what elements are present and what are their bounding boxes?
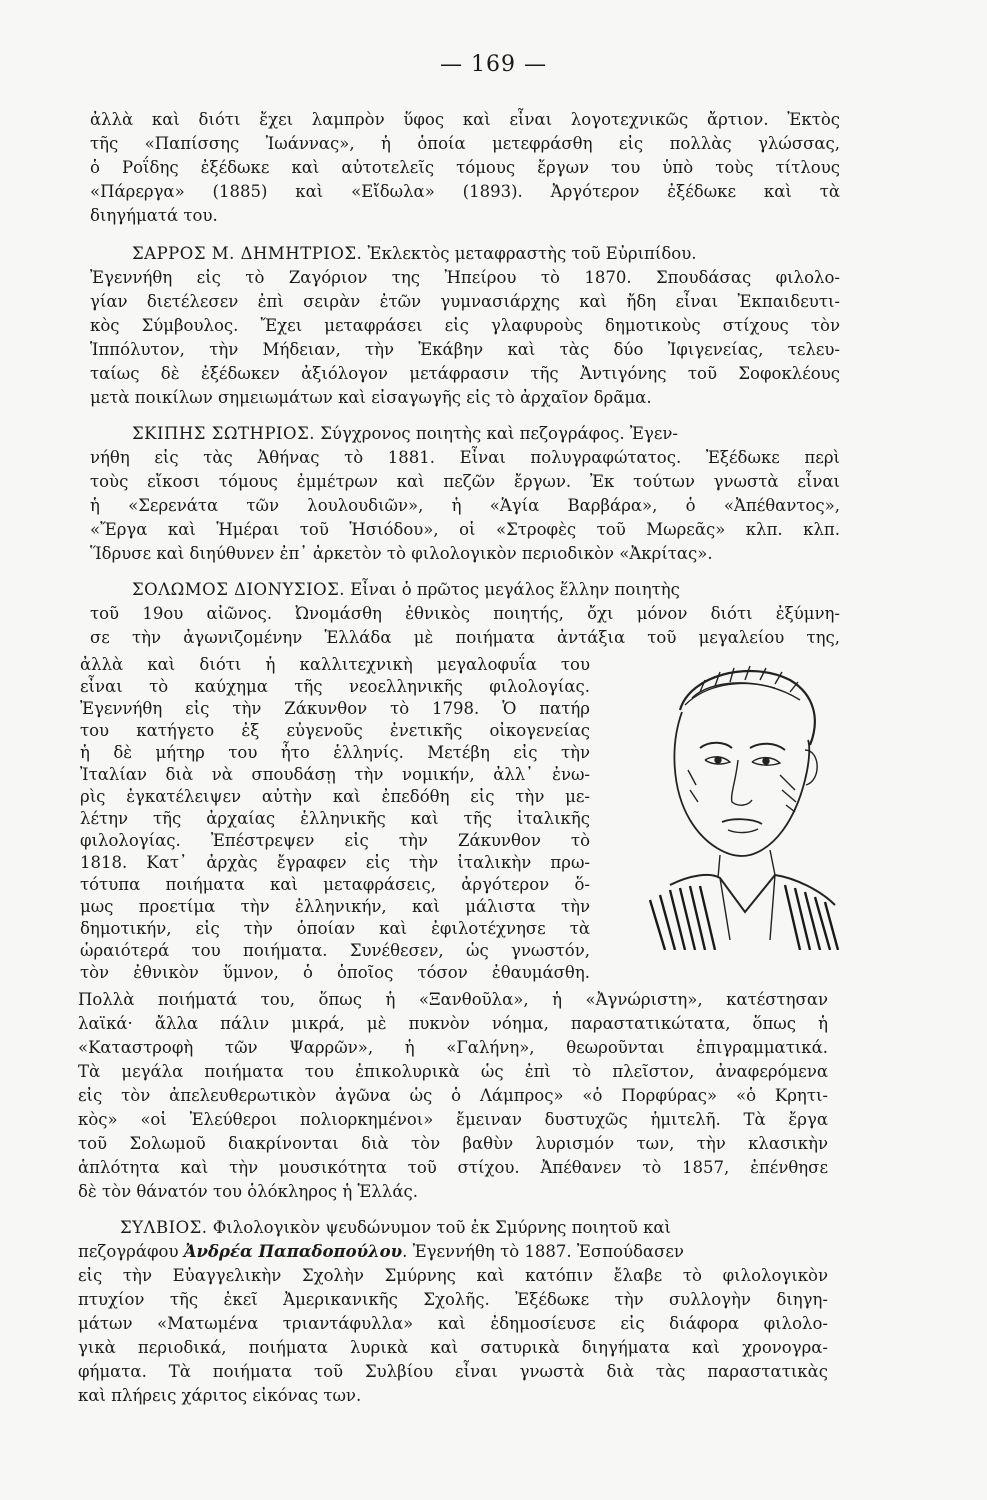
text-line: δὲ τὸν θάνατόν του ὁλόκληρος ἡ Ἑλλάς. [78,1182,418,1201]
entry-heading: ΣΑΡΡΟΣ Μ. ΔΗΜΗΤΡΙΟΣ. [132,244,363,263]
text-line: δημοτικήν, εἰς τὴν ὁποίαν καὶ ἐφιλοτέχνησε τὰ [80,919,590,938]
text-line: τοῦ 19ου αἰῶνος. Ὠνομάσθη ἐθνικὸς ποιητής, ὄχι μόνον διότι ἐξύμνη- [90,604,840,623]
text-line: του κατήγετο ἐξ εὐγενοῦς ἐνετικῆς οἰκογενείας [80,721,590,740]
text-line: φιλολογίας. Ἐπέστρεψεν εἰς τὴν Ζάκυνθον τὸ [80,831,590,850]
text-line: γικὰ περιοδικά, ποιήματα λυρικὰ καὶ σατυρικὰ διηγήματα καὶ χρονογρα- [78,1338,828,1357]
text-line: τὸν ἐθνικὸν ὕμνον, ὁ ὁποῖος τόσον ἐθαυμάσθη. [80,963,590,982]
text-line: Ἱππόλυτον, τὴν Μήδειαν, τὴν Ἑκάβην καὶ τὰς δύο Ἰφιγενείας, τελευ- [90,340,840,359]
text-line: τῆς «Παπίσσης Ἰωάννας», ἡ ὁποία μετεφράσθη εἰς πολλὰς γλώσσας, [90,134,840,153]
text-line: κὸς» «οἱ Ἐλεύθεροι πολιορκημένοι» ἔμειναν δυστυχῶς ἡμιτελῆ. Τὰ ἔργα [78,1110,828,1129]
text-line: ταίως δὲ ἐξέδωκεν ἀξιόλογον μετάφρασιν τῆς Ἀντιγόνης τοῦ Σοφοκλέους [90,364,840,383]
text-line: ὁ Ροΐδης ἐξέδωκε καὶ αὐτοτελεῖς τόμους ἔργων του ὑπὸ τοὺς τίτλους [90,158,840,177]
text-line: ἡ δὲ μήτηρ του ἦτο ἑλληνίς. Μετέβη εἰς τὴν [80,743,590,762]
text-line: μως προετίμα τὴν ἑλληνικήν, καὶ μάλιστα τὴν [80,897,590,916]
text-line: «Ἔργα καὶ Ἡμέραι τοῦ Ἡσιόδου», οἱ «Στροφὲς τοῦ Μωρεᾶς» κλπ. κλπ. [90,520,840,539]
text-line: ἀλλὰ καὶ διότι ἔχει λαμπρὸν ὕφος καὶ εἶναι λογοτεχνικῶς ἄρτιον. Ἐκτὸς [90,110,840,129]
text-line: Ἵδρυσε καὶ διηύθυνεν ἐπ᾽ ἀρκετὸν τὸ φιλολογικὸν περιοδικὸν «Ἀκρίτας». [90,544,713,563]
text-segment: . Ἐγεννήθη τὸ 1887. Ἐσπούδασεν [402,1242,684,1261]
text-line: σε τὴν ἀγωνιζομένην Ἑλλάδα μὲ ποιήματα ἀντάξια τοῦ μεγαλείου της, [90,628,840,647]
text-line: Ἐγεννήθη εἰς τὸ Ζαγόριον της Ἠπείρου τὸ 1870. Σπουδάσας φιλολο- [90,268,840,287]
text-line: εἶναι τὸ καύχημα τῆς νεοελληνικῆς φιλολογίας. [80,677,590,696]
text-line: Πολλὰ ποιήματά του, ὅπως ἡ «Ξανθοῦλα», ἡ «Ἀγνώριστη», κατέστησαν [78,990,828,1009]
text-line: μάτων «Ματωμένα τριαντάφυλλα» καὶ ἐδημοσίευσε εἰς διάφορα φιλολο- [78,1314,828,1333]
entry-heading-text: Εἶναι ὁ πρῶτος μεγάλος ἕλλην ποιητὴς [345,580,680,599]
text-line: γίαν διετέλεσεν ἐπὶ σειρὰν ἐτῶν γυμνασιάρχης καὶ ἤδη εἶναι Ἐκπαιδευτι- [90,292,840,311]
entry-heading-text: Φιλολογικὸν ψευδώνυμον τοῦ ἐκ Σμύρνης ποιητοῦ καὶ [207,1218,672,1237]
text-line: νήθη εἰς τὰς Ἀθήνας τὸ 1881. Εἶναι πολυγραφώτατος. Ἐξέδωκε περὶ [90,448,840,467]
text-segment: πεζογράφου [78,1242,184,1261]
text-line: καὶ πλήρεις χάριτος εἰκόνας των. [78,1386,362,1405]
text-line: τοῦ Σολωμοῦ διακρίνονται διὰ τὸν βαθὺν λυρισμόν των, τὴν κλασικὴν [78,1134,828,1153]
text-line: διηγήματά του. [90,206,218,225]
text-line: ἀλλὰ καὶ διότι ἡ καλλιτεχνικὴ μεγαλοφυΐα του [80,655,590,674]
entry-first-line [120,1218,671,1238]
text-line: λέτην τῆς ἀρχαίας ἑλληνικῆς καὶ τῆς ἰταλικῆς [80,809,590,828]
entry-heading: ΣΥΛΒΙΟΣ. [120,1218,208,1237]
text-line: τοὺς εἴκοσι τόμους ἐμμέτρων καὶ πεζῶν ἔργων. Ἐκ τούτων γνωστὰ εἶναι [90,472,840,491]
text-line: λαϊκά· ἄλλα πάλιν μικρά, μὲ πυκνὸν νόημα, παραστατικώτατα, ὅπως ἡ [78,1014,828,1033]
text-line: μετὰ ποικίλων σημειωμάτων καὶ εἰσαγωγῆς εἰς τὸ ἀρχαῖον δρᾶμα. [90,388,652,407]
entry-heading: ΣΚΙΠΗΣ ΣΩΤΗΡΙΟΣ. [132,424,315,443]
entry-first-line [132,244,697,264]
entry-heading-text: Σύγχρονος ποιητὴς καὶ πεζογράφος. Ἐγεν- [315,424,678,443]
text-line: 1818. Κατ᾽ ἀρχὰς ἔγραφεν εἰς τὴν ἰταλικὴν πρω- [80,853,590,872]
text-line [78,1242,684,1262]
text-line: εἰς τὸν ἀπελευθερωτικὸν ἀγῶνα ὡς ὁ Λάμπρος» «ὁ Πορφύρας» «ὁ Κρητι- [78,1086,828,1105]
text-line: κὸς Σύμβουλος. Ἔχει μεταφράσει εἰς γλαφυροὺς δημοτικοὺς στίχους τὸν [90,316,840,335]
text-line: τότυπα ποιήματα καὶ μεταφράσεις, ἀργότερον ὅ- [80,875,590,894]
text-line: Τὰ μεγάλα ποιήματα του ἐπικολυρικὰ ὡς ἐπὶ τὸ πλεῖστον, ἀναφερόμενα [78,1062,828,1081]
entry-first-line [132,580,680,600]
text-line: ἁπλότητα καὶ τὴν μουσικότητα τοῦ στίχου. Ἀπέθανεν τὸ 1857, ἐπένθησε [78,1158,828,1177]
text-line: πτυχίον τῆς ἐκεῖ Ἀμερικανικῆς Σχολῆς. Ἐξέδωκε τὴν συλλογὴν διηγη- [78,1290,828,1309]
text-line: ὡραιότερά του ποιήματα. Συνέθεσεν, ὡς γνωστόν, [80,941,590,960]
text-line: εἰς τὴν Εὐαγγελικὴν Σχολὴν Σμύρνης καὶ κατόπιν ἔλαβε τὸ φιλολογικὸν [78,1266,828,1285]
portrait-illustration [610,650,842,950]
entry-heading-text: Ἐκλεκτὸς μεταφραστὴς τοῦ Εὐριπίδου. [362,244,697,263]
text-line: «Καταστροφὴ τῶν Ψαρρῶν», ἡ «Γαλήνη», θεωροῦνται ἐπιγραμματικά. [78,1038,828,1057]
entry-first-line [132,424,678,444]
text-line: ἡ «Σερενάτα τῶν λουλουδιῶν», ἡ «Ἁγία Βαρβάρα», ὁ «Ἀπέθαντος», [90,496,840,515]
entry-heading: ΣΟΛΩΜΟΣ ΔΙΟΝΥΣΙΟΣ. [132,580,346,599]
text-line: φήματα. Τὰ ποιήματα τοῦ Συλβίου εἶναι γνωστὰ διὰ τὰς παραστατικὰς [78,1362,828,1381]
text-line: «Πάρεργα» (1885) καὶ «Εἴδωλα» (1893). Ἀργότερον ἐξέδωκε καὶ τὰ [90,182,840,201]
text-line: Ἰταλίαν διὰ νὰ σπουδάσῃ τὴν νομικήν, ἀλλ᾽ ἐνω- [80,765,590,784]
page-number: — 169 — [440,52,547,77]
author-name: Ἀνδρέα Παπαδοπούλου [183,1242,403,1261]
text-line: ρὶς ἐγκατέλειψεν αὐτὴν καὶ ἐπεδόθη εἰς τὴν με- [80,787,590,806]
text-line: Ἐγεννήθη εἰς τὴν Ζάκυνθον τὸ 1798. Ὁ πατήρ [80,699,590,718]
